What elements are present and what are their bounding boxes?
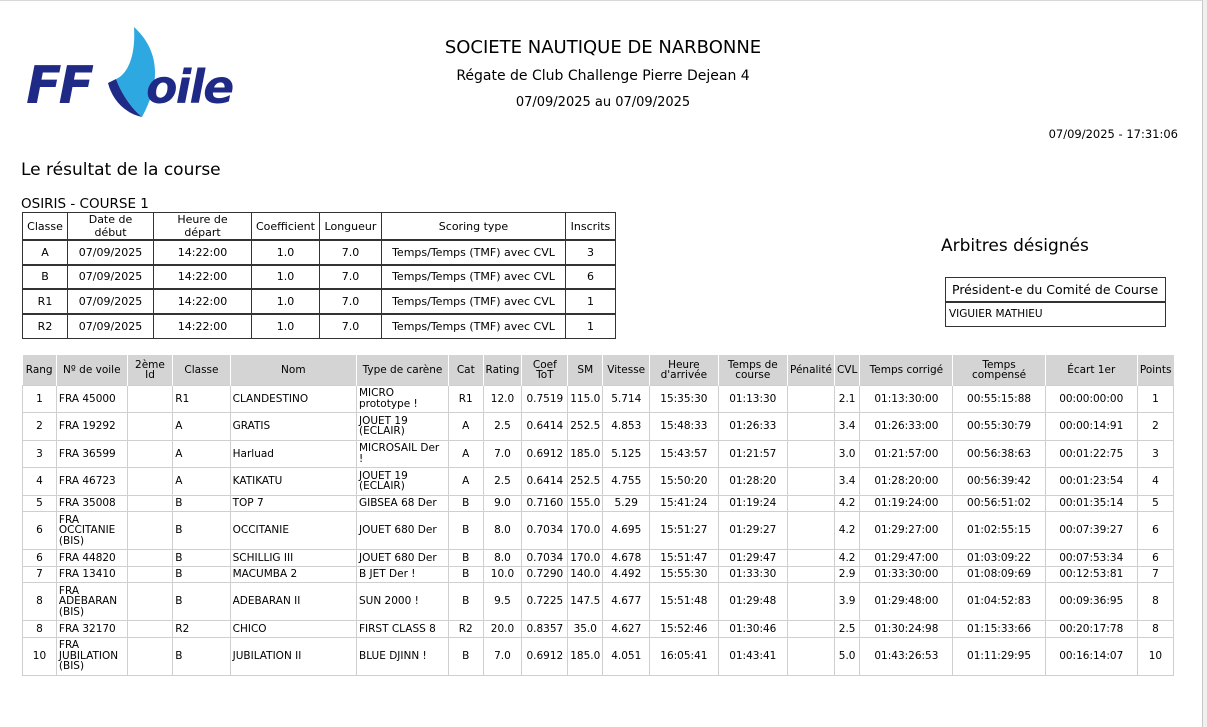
results-cell: 01:04:52:83	[953, 583, 1045, 621]
classes-cell: Temps/Temps (TMF) avec CVL	[381, 265, 565, 290]
results-row	[23, 495, 1174, 512]
results-cell: 2.1	[834, 385, 859, 413]
results-cell: GIBSEA 68 Der	[357, 495, 449, 512]
results-cell	[787, 637, 834, 675]
results-cell: FRA 46723	[56, 468, 127, 496]
results-cell	[127, 566, 173, 583]
results-cell: FRA 36599	[56, 440, 127, 468]
results-cell: 15:50:20	[650, 468, 718, 496]
classes-header-cell: Date de début	[68, 213, 154, 241]
results-cell: 4.2	[834, 512, 859, 550]
results-cell: FRA JUBILATION (BIS)	[56, 637, 127, 675]
results-cell: 01:19:24:00	[860, 495, 953, 512]
results-cell: 15:51:27	[650, 512, 718, 550]
results-cell: R1	[173, 385, 230, 413]
results-cell: 01:33:30:00	[860, 566, 953, 583]
regatta-name: Régate de Club Challenge Pierre Dejean 4	[456, 68, 750, 84]
results-cell: 12.0	[483, 385, 522, 413]
results-cell: 6	[1137, 512, 1173, 550]
classes-header-cell: Classe	[23, 213, 68, 241]
classes-header-cell: Coefficient	[252, 213, 320, 241]
classes-row	[23, 314, 616, 339]
results-cell: 01:15:33:66	[953, 621, 1045, 638]
results-cell: B	[173, 495, 230, 512]
results-cell: 00:09:36:95	[1045, 583, 1137, 621]
results-cell: 4.2	[834, 495, 859, 512]
results-cell: B	[448, 637, 483, 675]
classes-header-cell: Heure de départ	[154, 213, 252, 241]
results-header-cell: Temps compensé	[953, 355, 1045, 385]
results-header-cell: Temps corrigé	[860, 355, 953, 385]
results-cell: 01:08:09:69	[953, 566, 1045, 583]
results-cell: CLANDESTINO	[230, 385, 356, 413]
results-cell: 6	[23, 550, 57, 567]
results-cell: 4.2	[834, 550, 859, 567]
results-cell: 185.0	[568, 637, 603, 675]
results-cell: A	[448, 440, 483, 468]
results-cell: 01:30:24:98	[860, 621, 953, 638]
classes-cell: 1.0	[252, 289, 320, 314]
results-cell: B	[173, 566, 230, 583]
results-cell: 252.5	[568, 413, 603, 441]
results-cell	[127, 550, 173, 567]
results-cell: 4.755	[603, 468, 650, 496]
results-cell: 01:33:30	[718, 566, 787, 583]
results-cell: 4.678	[603, 550, 650, 567]
results-cell: 01:43:26:53	[860, 637, 953, 675]
results-cell: 5.0	[834, 637, 859, 675]
results-header-cell: Rating	[483, 355, 522, 385]
results-cell	[787, 566, 834, 583]
results-cell: 00:07:53:34	[1045, 550, 1137, 567]
results-header-cell: Type de carène	[357, 355, 449, 385]
results-cell: MICRO prototype !	[357, 385, 449, 413]
results-cell: KATIKATU	[230, 468, 356, 496]
classes-row	[23, 240, 616, 265]
results-cell: 4.051	[603, 637, 650, 675]
classes-header-cell: Scoring type	[381, 213, 565, 241]
results-cell: 00:20:17:78	[1045, 621, 1137, 638]
results-cell: MACUMBA 2	[230, 566, 356, 583]
results-header-cell: Heure d'arrivée	[650, 355, 718, 385]
results-cell: 5.125	[603, 440, 650, 468]
results-cell: 10	[23, 637, 57, 675]
ffvoile-logo	[24, 25, 254, 123]
results-cell: BLUE DJINN !	[357, 637, 449, 675]
results-header-cell: Écart 1er	[1045, 355, 1137, 385]
classes-cell: 14:22:00	[154, 314, 252, 339]
results-cell	[787, 440, 834, 468]
results-cell: 0.7034	[522, 550, 568, 567]
results-cell: 0.8357	[522, 621, 568, 638]
arbitre-role: Président-e du Comité de Course	[946, 278, 1165, 303]
results-cell	[127, 468, 173, 496]
results-cell: 15:35:30	[650, 385, 718, 413]
results-cell: 01:03:09:22	[953, 550, 1045, 567]
results-cell: 0.6414	[522, 413, 568, 441]
results-cell: CHICO	[230, 621, 356, 638]
results-cell: 00:55:15:88	[953, 385, 1045, 413]
results-row	[23, 566, 1174, 583]
results-cell: B	[173, 550, 230, 567]
results-cell: 01:26:33:00	[860, 413, 953, 441]
classes-cell: 1.0	[252, 314, 320, 339]
classes-cell: 07/09/2025	[68, 314, 154, 339]
results-header-row	[23, 355, 1174, 385]
results-cell: 7	[23, 566, 57, 583]
results-cell	[787, 495, 834, 512]
results-cell: 7.0	[483, 637, 522, 675]
results-cell: 10	[1137, 637, 1173, 675]
results-cell: 1	[1137, 385, 1173, 413]
results-cell: 0.7519	[522, 385, 568, 413]
results-cell: ADEBARAN II	[230, 583, 356, 621]
results-header-cell: 2ème Id	[127, 355, 173, 385]
results-cell	[787, 512, 834, 550]
results-cell: A	[173, 440, 230, 468]
results-cell: 4.677	[603, 583, 650, 621]
results-cell: B	[448, 583, 483, 621]
classes-cell: 14:22:00	[154, 265, 252, 290]
results-cell: FRA 35008	[56, 495, 127, 512]
organisation-title: SOCIETE NAUTIQUE DE NARBONNE	[444, 37, 762, 58]
classes-cell: 7.0	[319, 314, 381, 339]
results-cell: 2	[1137, 413, 1173, 441]
results-row	[23, 385, 1174, 413]
results-cell: 147.5	[568, 583, 603, 621]
results-cell: 2.5	[483, 413, 522, 441]
results-cell: FRA 13410	[56, 566, 127, 583]
results-row	[23, 413, 1174, 441]
results-cell: 01:28:20:00	[860, 468, 953, 496]
results-row	[23, 512, 1174, 550]
results-cell: 4.853	[603, 413, 650, 441]
results-cell: 252.5	[568, 468, 603, 496]
generation-timestamp: 07/09/2025 - 17:31:06	[1048, 127, 1178, 141]
results-cell	[127, 440, 173, 468]
results-cell	[787, 385, 834, 413]
results-cell: 15:48:33	[650, 413, 718, 441]
results-cell: OCCITANIE	[230, 512, 356, 550]
results-cell: 3	[1137, 440, 1173, 468]
classes-cell: 7.0	[319, 265, 381, 290]
results-header-cell: Vitesse	[603, 355, 650, 385]
results-cell: 01:02:55:15	[953, 512, 1045, 550]
results-header-cell: Coef ToT	[522, 355, 568, 385]
results-cell	[787, 550, 834, 567]
results-cell: 7.0	[483, 440, 522, 468]
results-cell: GRATIS	[230, 413, 356, 441]
results-cell: 9.0	[483, 495, 522, 512]
classes-cell: 1.0	[252, 265, 320, 290]
classes-cell: Temps/Temps (TMF) avec CVL	[381, 289, 565, 314]
results-cell	[787, 583, 834, 621]
results-cell: 01:29:48:00	[860, 583, 953, 621]
results-cell: 0.6912	[522, 440, 568, 468]
results-cell: 4	[1137, 468, 1173, 496]
results-cell: R1	[448, 385, 483, 413]
classes-cell: 6	[565, 265, 615, 290]
results-cell	[127, 637, 173, 675]
results-header-cell: Nom	[230, 355, 356, 385]
results-header-cell: SM	[568, 355, 603, 385]
classes-cell: R1	[23, 289, 68, 314]
results-cell: 01:29:47:00	[860, 550, 953, 567]
arbitre-name: VIGUIER MATHIEU	[949, 308, 1043, 320]
results-cell: JOUET 680 Der	[357, 550, 449, 567]
classes-cell: 07/09/2025	[68, 240, 154, 265]
results-cell: FRA OCCITANIE (BIS)	[56, 512, 127, 550]
results-cell	[127, 583, 173, 621]
results-cell: B	[448, 495, 483, 512]
results-cell: 4	[23, 468, 57, 496]
results-cell: 35.0	[568, 621, 603, 638]
results-cell	[787, 468, 834, 496]
results-cell: JUBILATION II	[230, 637, 356, 675]
results-cell	[127, 385, 173, 413]
results-cell: 01:43:41	[718, 637, 787, 675]
results-cell: 00:55:30:79	[953, 413, 1045, 441]
results-cell: 16:05:41	[650, 637, 718, 675]
results-cell	[787, 621, 834, 638]
results-cell: 01:26:33	[718, 413, 787, 441]
results-cell: 8.0	[483, 550, 522, 567]
arbitres-title: Arbitres désignés	[941, 236, 1089, 256]
classes-table	[22, 212, 616, 339]
results-cell: FIRST CLASS 8	[357, 621, 449, 638]
results-cell: 01:13:30	[718, 385, 787, 413]
results-cell: 00:56:39:42	[953, 468, 1045, 496]
classes-cell: 1.0	[252, 240, 320, 265]
results-cell: TOP 7	[230, 495, 356, 512]
classes-cell: 14:22:00	[154, 289, 252, 314]
results-cell: 8	[23, 621, 57, 638]
results-cell: 0.6414	[522, 468, 568, 496]
results-cell: A	[448, 468, 483, 496]
results-cell: 01:21:57	[718, 440, 787, 468]
classes-cell: Temps/Temps (TMF) avec CVL	[381, 240, 565, 265]
results-cell: 10.0	[483, 566, 522, 583]
results-cell: 15:41:24	[650, 495, 718, 512]
results-cell: 155.0	[568, 495, 603, 512]
results-cell: 01:19:24	[718, 495, 787, 512]
results-cell: 4.492	[603, 566, 650, 583]
results-row	[23, 550, 1174, 567]
results-header-cell: Pénalité	[787, 355, 834, 385]
classes-cell: 07/09/2025	[68, 265, 154, 290]
results-cell: 15:55:30	[650, 566, 718, 583]
results-cell: 3.0	[834, 440, 859, 468]
results-cell: 1	[23, 385, 57, 413]
results-cell: 00:07:39:27	[1045, 512, 1137, 550]
arbitres-box	[945, 277, 1166, 327]
results-cell: 00:56:38:63	[953, 440, 1045, 468]
results-cell: 00:56:51:02	[953, 495, 1045, 512]
classes-cell: 3	[565, 240, 615, 265]
results-cell: 3.4	[834, 468, 859, 496]
results-cell: 00:01:23:54	[1045, 468, 1137, 496]
results-cell: 00:00:00:00	[1045, 385, 1137, 413]
classes-body	[23, 240, 616, 338]
results-cell: B	[448, 566, 483, 583]
results-cell: 5	[1137, 495, 1173, 512]
results-cell: 3.9	[834, 583, 859, 621]
results-cell: 7	[1137, 566, 1173, 583]
results-cell: 170.0	[568, 512, 603, 550]
results-cell: R2	[448, 621, 483, 638]
race-title: OSIRIS - COURSE 1	[21, 196, 149, 212]
results-row	[23, 440, 1174, 468]
results-cell: 170.0	[568, 550, 603, 567]
results-header-cell: CVL	[834, 355, 859, 385]
results-cell: JOUET 680 Der	[357, 512, 449, 550]
results-cell: B	[448, 512, 483, 550]
results-cell: 01:30:46	[718, 621, 787, 638]
results-cell: 20.0	[483, 621, 522, 638]
results-row	[23, 637, 1174, 675]
results-cell	[787, 413, 834, 441]
results-cell: 5.714	[603, 385, 650, 413]
regatta-dates: 07/09/2025 au 07/09/2025	[515, 95, 691, 110]
results-row	[23, 583, 1174, 621]
results-cell: Harluad	[230, 440, 356, 468]
results-cell: 00:12:53:81	[1045, 566, 1137, 583]
results-cell: 01:29:47	[718, 550, 787, 567]
results-body	[23, 385, 1174, 675]
results-header-cell: Temps de course	[718, 355, 787, 385]
classes-header-cell: Inscrits	[565, 213, 615, 241]
results-cell: 2.9	[834, 566, 859, 583]
results-cell: 0.7034	[522, 512, 568, 550]
results-cell: 4.627	[603, 621, 650, 638]
results-cell: 01:29:48	[718, 583, 787, 621]
results-header-cell: Points	[1137, 355, 1173, 385]
results-cell: B JET Der !	[357, 566, 449, 583]
classes-header-cell: Longueur	[319, 213, 381, 241]
classes-cell: 1	[565, 289, 615, 314]
results-cell: JOUET 19 (ECLAIR)	[357, 413, 449, 441]
classes-row	[23, 289, 616, 314]
results-cell: FRA ADEBARAN (BIS)	[56, 583, 127, 621]
results-cell: A	[173, 413, 230, 441]
results-cell: 01:13:30:00	[860, 385, 953, 413]
logo-voile: oile	[146, 60, 233, 114]
results-cell: A	[173, 468, 230, 496]
results-cell	[127, 621, 173, 638]
results-cell: 9.5	[483, 583, 522, 621]
results-cell: R2	[173, 621, 230, 638]
results-cell: 8	[1137, 583, 1173, 621]
results-cell: B	[173, 583, 230, 621]
results-cell: 3	[23, 440, 57, 468]
results-cell: 2.5	[483, 468, 522, 496]
results-cell: FRA 32170	[56, 621, 127, 638]
results-cell: 01:21:57:00	[860, 440, 953, 468]
results-cell: SUN 2000 !	[357, 583, 449, 621]
results-cell: 185.0	[568, 440, 603, 468]
results-header-cell: Nº de voile	[56, 355, 127, 385]
results-cell: 01:29:27:00	[860, 512, 953, 550]
results-cell: 0.7160	[522, 495, 568, 512]
classes-cell: 07/09/2025	[68, 289, 154, 314]
classes-cell: 7.0	[319, 240, 381, 265]
results-cell	[127, 413, 173, 441]
results-cell: 8	[23, 583, 57, 621]
results-header-cell: Classe	[173, 355, 230, 385]
results-row	[23, 621, 1174, 638]
results-cell: 115.0	[568, 385, 603, 413]
classes-cell: 7.0	[319, 289, 381, 314]
results-cell: 15:52:46	[650, 621, 718, 638]
results-cell: 00:16:14:07	[1045, 637, 1137, 675]
results-cell: 0.7225	[522, 583, 568, 621]
results-cell: 00:00:14:91	[1045, 413, 1137, 441]
results-cell: FRA 45000	[56, 385, 127, 413]
results-cell: 15:51:48	[650, 583, 718, 621]
results-cell: SCHILLIG III	[230, 550, 356, 567]
results-cell: 5	[23, 495, 57, 512]
classes-cell: B	[23, 265, 68, 290]
results-cell	[127, 512, 173, 550]
results-cell: 00:01:22:75	[1045, 440, 1137, 468]
results-cell: 6	[1137, 550, 1173, 567]
results-cell: JOUET 19 (ECLAIR)	[357, 468, 449, 496]
results-cell: 2.5	[834, 621, 859, 638]
classes-cell: R2	[23, 314, 68, 339]
results-cell: MICROSAIL Der !	[357, 440, 449, 468]
classes-cell: 1	[565, 314, 615, 339]
results-cell: 8.0	[483, 512, 522, 550]
classes-cell: 14:22:00	[154, 240, 252, 265]
results-cell: 8	[1137, 621, 1173, 638]
results-table	[22, 355, 1174, 676]
results-cell: A	[448, 413, 483, 441]
results-cell	[127, 495, 173, 512]
classes-row	[23, 265, 616, 290]
results-cell: 6	[23, 512, 57, 550]
results-cell: FRA 44820	[56, 550, 127, 567]
results-cell: B	[173, 637, 230, 675]
results-cell: 4.695	[603, 512, 650, 550]
results-cell: B	[448, 550, 483, 567]
results-cell: 2	[23, 413, 57, 441]
results-cell: 01:29:27	[718, 512, 787, 550]
result-title: Le résultat de la course	[21, 160, 221, 180]
results-cell: 0.6912	[522, 637, 568, 675]
classes-cell: A	[23, 240, 68, 265]
results-cell: 01:28:20	[718, 468, 787, 496]
results-cell: 15:51:47	[650, 550, 718, 567]
results-cell: FRA 19292	[56, 413, 127, 441]
classes-header-row	[23, 213, 616, 241]
results-header-cell: Cat	[448, 355, 483, 385]
results-row	[23, 468, 1174, 496]
results-cell: 5.29	[603, 495, 650, 512]
results-cell: 15:43:57	[650, 440, 718, 468]
results-cell: 3.4	[834, 413, 859, 441]
results-cell: B	[173, 512, 230, 550]
results-cell: 140.0	[568, 566, 603, 583]
results-cell: 01:11:29:95	[953, 637, 1045, 675]
results-cell: 0.7290	[522, 566, 568, 583]
classes-cell: Temps/Temps (TMF) avec CVL	[381, 314, 565, 339]
results-header-cell: Rang	[23, 355, 57, 385]
logo-ff: FF	[26, 56, 92, 116]
results-cell: 00:01:35:14	[1045, 495, 1137, 512]
